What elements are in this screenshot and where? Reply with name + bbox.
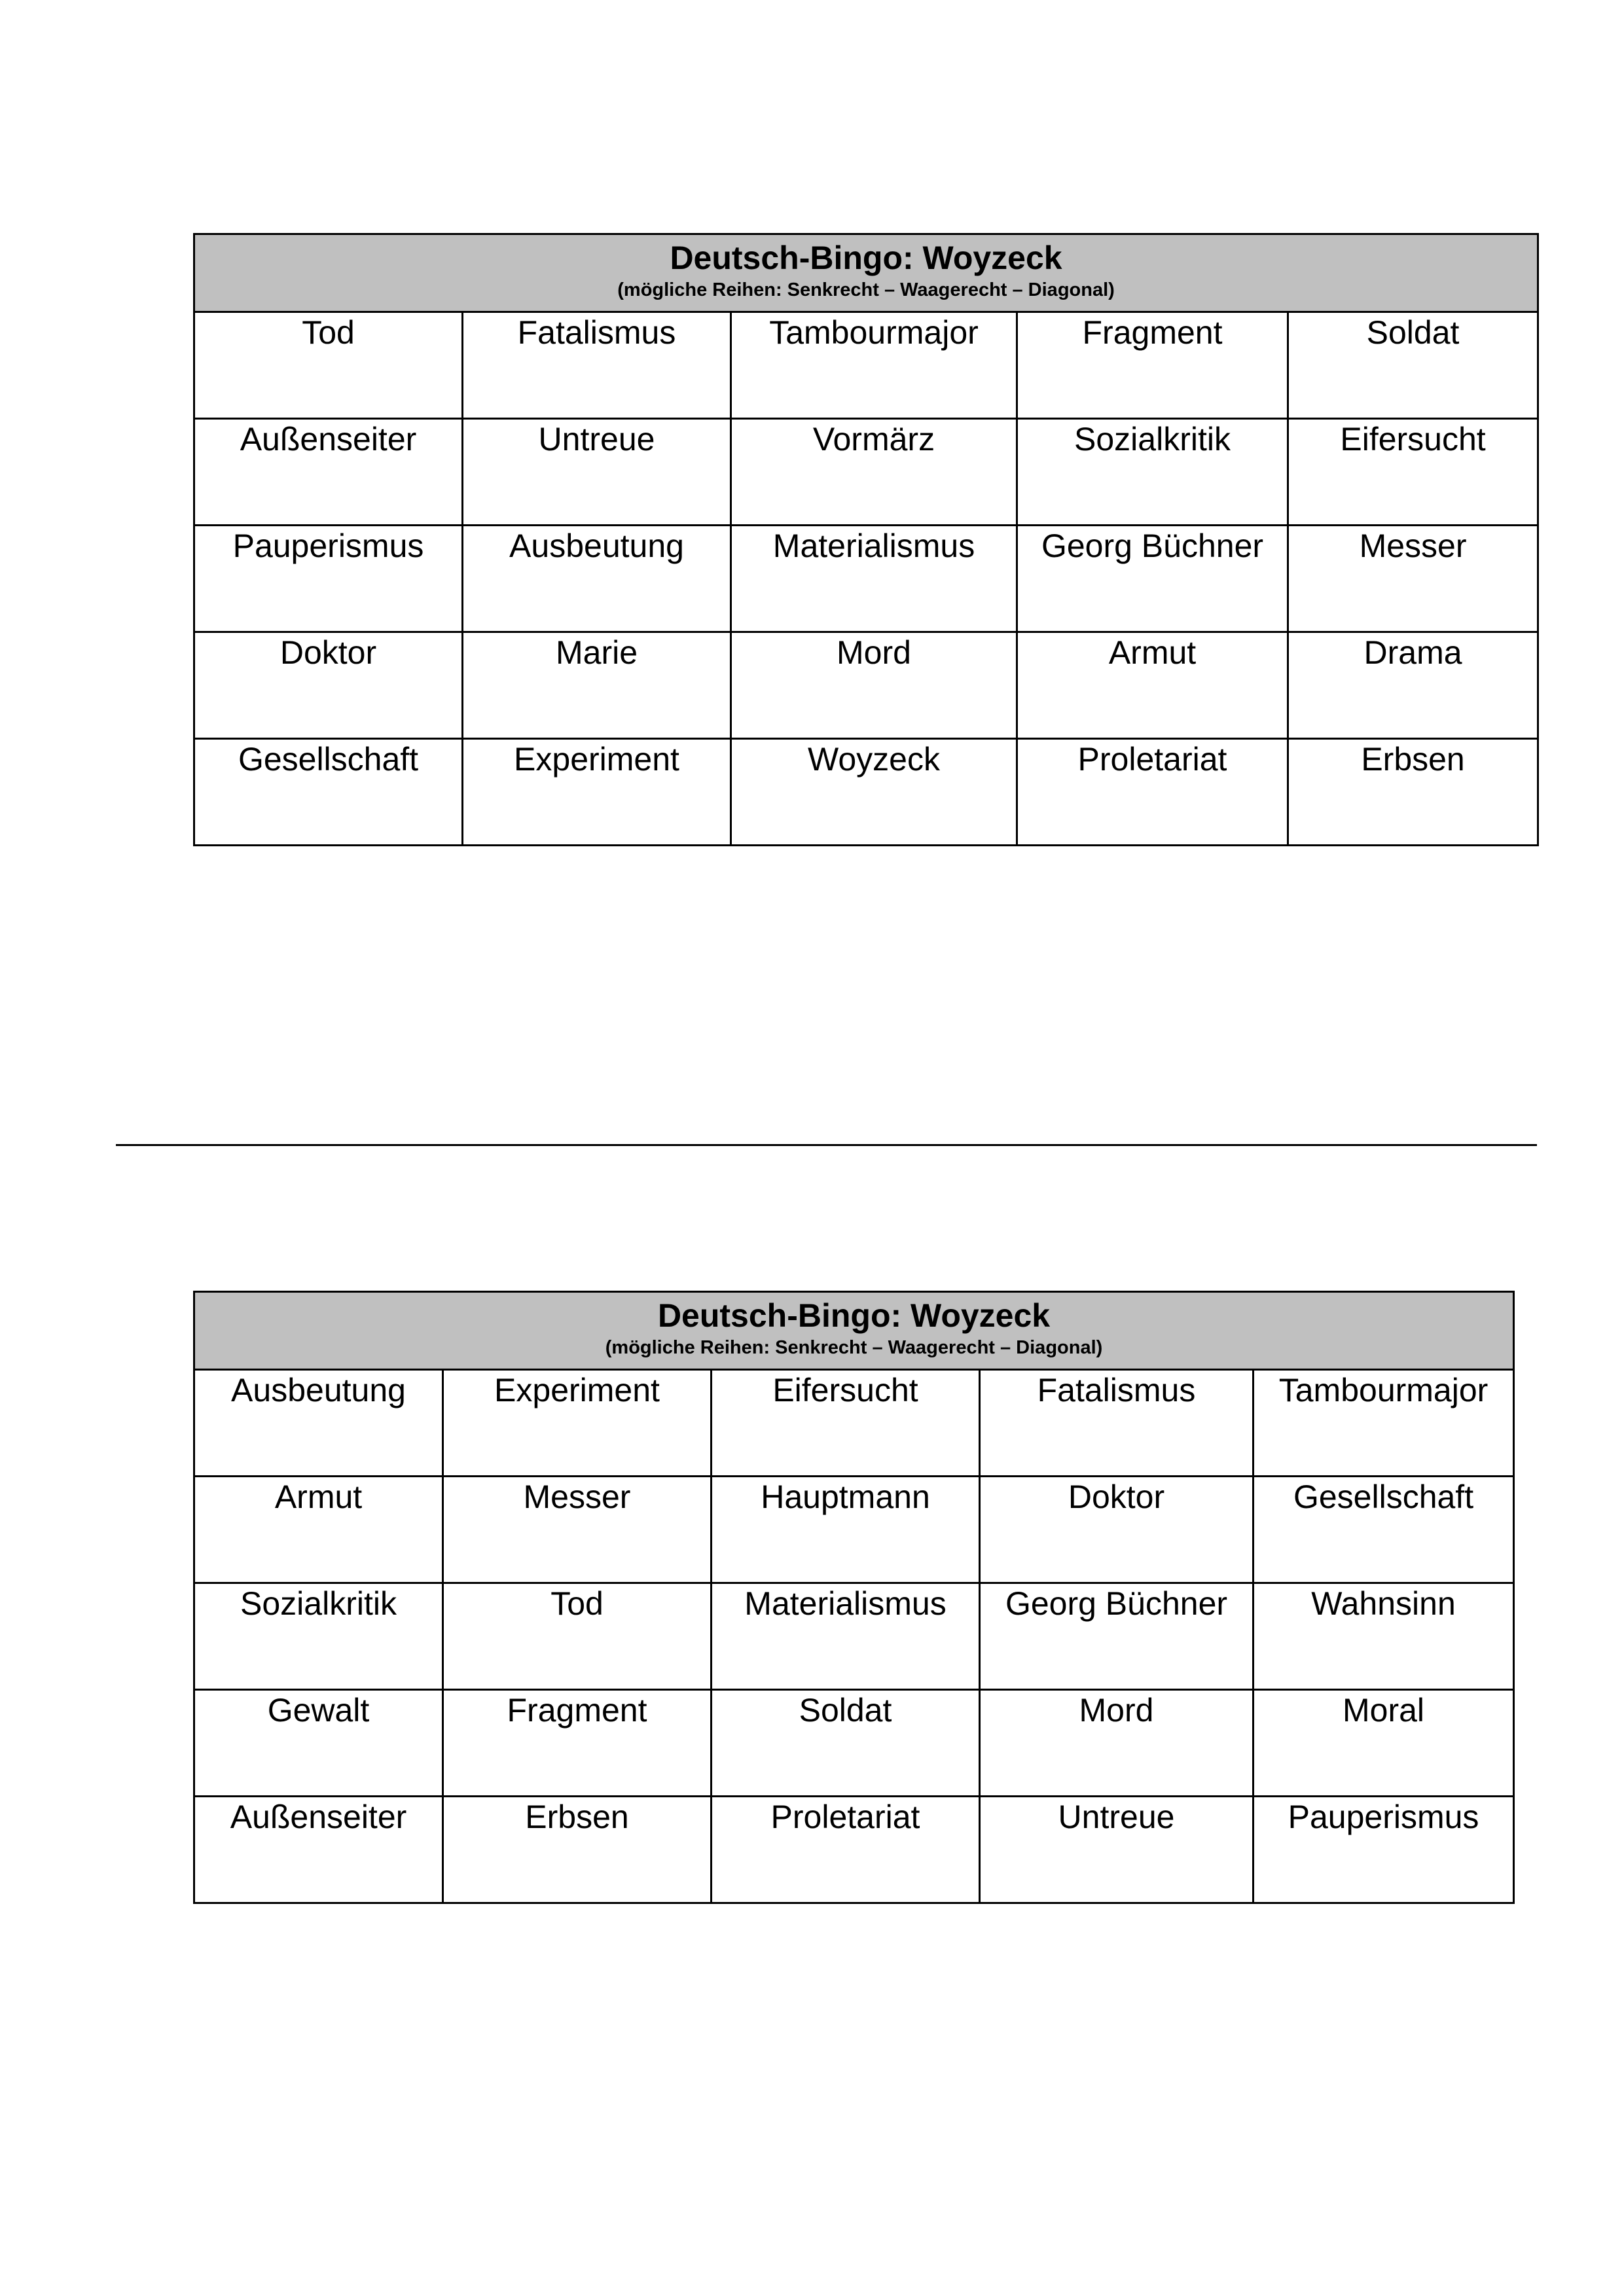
- bingo-cell: Hauptmann: [712, 1477, 980, 1583]
- bingo-cell: Wahnsinn: [1254, 1583, 1514, 1690]
- bingo-card-2: [193, 1291, 1515, 1904]
- bingo-cell: Tod: [443, 1583, 712, 1690]
- bingo-cell: Untreue: [980, 1797, 1254, 1903]
- bingo-cell: Sozialkritik: [1017, 419, 1288, 526]
- bingo-cell: Materialismus: [712, 1583, 980, 1690]
- bingo-cell: Georg Büchner: [980, 1583, 1254, 1690]
- bingo-cell: Eifersucht: [1288, 419, 1538, 526]
- bingo-cell: Außenseiter: [194, 419, 463, 526]
- bingo-cell: Messer: [443, 1477, 712, 1583]
- bingo-cell: Marie: [463, 632, 731, 739]
- table-row: [194, 1477, 1514, 1583]
- bingo-cell: Drama: [1288, 632, 1538, 739]
- bingo-cell: Pauperismus: [194, 526, 463, 632]
- bingo-card-1: [193, 233, 1539, 846]
- card-header: [194, 1292, 1514, 1370]
- bingo-cell: Gesellschaft: [1254, 1477, 1514, 1583]
- bingo-cell: Woyzeck: [731, 739, 1017, 846]
- bingo-cell: Fragment: [443, 1690, 712, 1797]
- bingo-cell: Eifersucht: [712, 1370, 980, 1477]
- bingo-cell: Soldat: [1288, 312, 1538, 419]
- bingo-cell: Doktor: [980, 1477, 1254, 1583]
- bingo-cell: Fragment: [1017, 312, 1288, 419]
- card-title: Deutsch-Bingo: Woyzeck: [670, 240, 1062, 276]
- bingo-cell: Experiment: [463, 739, 731, 846]
- table-row: [194, 419, 1538, 526]
- bingo-cell: Proletariat: [1017, 739, 1288, 846]
- table-row: [194, 739, 1538, 846]
- card-title: Deutsch-Bingo: Woyzeck: [657, 1297, 1051, 1334]
- table-row: [194, 1370, 1514, 1477]
- bingo-cell: Materialismus: [731, 526, 1017, 632]
- bingo-cell: Außenseiter: [194, 1797, 443, 1903]
- bingo-cell: Pauperismus: [1254, 1797, 1514, 1903]
- bingo-cell: Gesellschaft: [194, 739, 463, 846]
- card-subtitle: (mögliche Reihen: Senkrecht – Waagerecht – Diagonal): [617, 279, 1115, 300]
- bingo-cell: Experiment: [443, 1370, 712, 1477]
- bingo-cell: Armut: [194, 1477, 443, 1583]
- table-row: [194, 526, 1538, 632]
- bingo-cell: Soldat: [712, 1690, 980, 1797]
- table-row: [194, 632, 1538, 739]
- bingo-cell: Ausbeutung: [463, 526, 731, 632]
- bingo-cell: Vormärz: [731, 419, 1017, 526]
- table-row: [194, 1690, 1514, 1797]
- card-subtitle: (mögliche Reihen: Senkrecht – Waagerecht – Diagonal): [605, 1337, 1103, 1358]
- bingo-cell: Erbsen: [443, 1797, 712, 1903]
- bingo-cell: Gewalt: [194, 1690, 443, 1797]
- bingo-cell: Tambourmajor: [731, 312, 1017, 419]
- bingo-cell: Tod: [194, 312, 463, 419]
- bingo-cell: Mord: [731, 632, 1017, 739]
- bingo-cell: Messer: [1288, 526, 1538, 632]
- bingo-cell: Mord: [980, 1690, 1254, 1797]
- bingo-cell: Fatalismus: [463, 312, 731, 419]
- bingo-cell: Sozialkritik: [194, 1583, 443, 1690]
- bingo-cell: Untreue: [463, 419, 731, 526]
- bingo-cell: Armut: [1017, 632, 1288, 739]
- bingo-cell: Georg Büchner: [1017, 526, 1288, 632]
- bingo-cell: Doktor: [194, 632, 463, 739]
- bingo-cell: Fatalismus: [980, 1370, 1254, 1477]
- bingo-cell: Tambourmajor: [1254, 1370, 1514, 1477]
- bingo-cell: Moral: [1254, 1690, 1514, 1797]
- bingo-cell: Erbsen: [1288, 739, 1538, 846]
- bingo-cell: Proletariat: [712, 1797, 980, 1903]
- cut-line-divider: [116, 1144, 1537, 1146]
- table-row: [194, 1583, 1514, 1690]
- card-header: [194, 234, 1538, 312]
- table-row: [194, 312, 1538, 419]
- table-row: [194, 1797, 1514, 1903]
- bingo-cell: Ausbeutung: [194, 1370, 443, 1477]
